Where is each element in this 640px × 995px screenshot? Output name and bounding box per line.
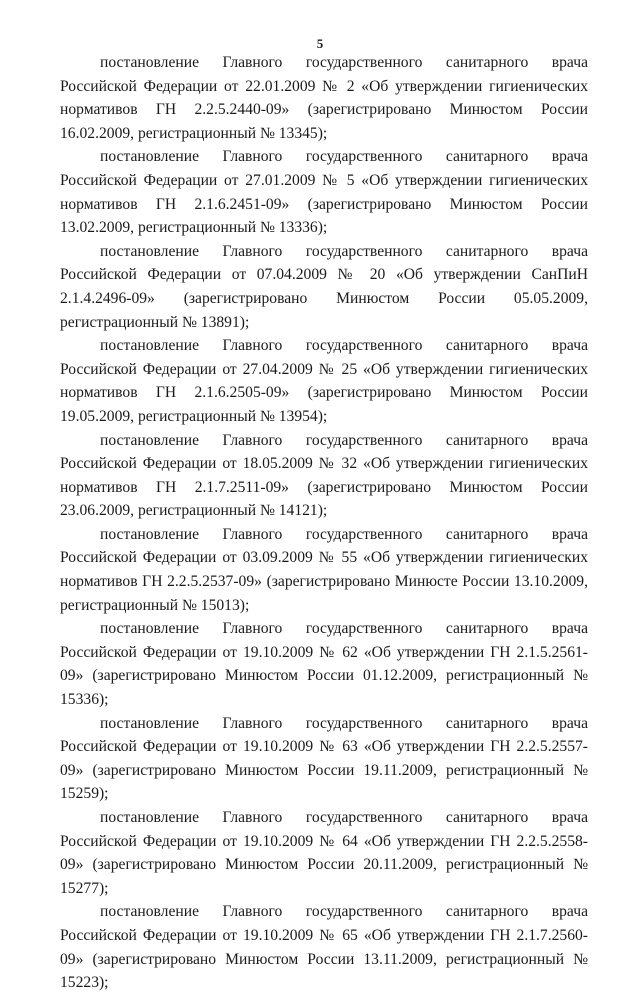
list-item-resolution: постановление Главного государственного санитарного врача Российской Федерации от 27.04.2009 № 25 «Об утверждении гигиенических нормативов ГН 2.1.6.2505-09» (зарегистрировано Минюстом России 19.05.2009, регистрационный № 13954); [60,337,588,425]
list-item-resolution: постановление Главного государственного санитарного врача Российской Федерации от 27.01.2009 № 5 «Об утверждении гигиенических нормативов ГН 2.1.6.2451-09» (зарегистрировано Минюстом России 13.02.2009, регистрационный № 13336); [60,148,588,237]
list-item-resolution: постановление Главного государственного санитарного врача Российской Федерации от 18.05.2009 № 32 «Об утверждении гигиенических нормативов ГН 2.1.7.2511-09» (зарегистрировано Минюстом России 23.06.2009, регистрационный № 14121); [60,431,588,520]
list-item-resolution: постановление Главного государственного санитарного врача Российской Федерации от 19.10.2009 № 63 «Об утверждении ГН 2.2.5.2557-09» (зарегистрировано Минюстом России 19.11.2009, регистрационный № 15259); [60,714,588,803]
list-item-resolution: постановление Главного государственного санитарного врача Российской Федерации от 03.09.2009 № 55 «Об утверждении гигиенических нормативов ГН 2.2.5.2537-09» (зарегистрировано Минюсте России 13.10.2009, регистрационный № 15013); [60,525,588,614]
list-item-resolution: постановление Главного государственного санитарного врача Российской Федерации от 07.04.2009 № 20 «Об утверждении СанПиН 2.1.4.2496-09» (зарегистрировано Минюстом России 05.05.2009, регистрационный № 13891); [60,242,588,331]
list-item-resolution: постановление Главного государственного санитарного врача Российской Федерации от 19.10.2009 № 65 «Об утверждении ГН 2.1.7.2560-09» (зарегистрировано Минюстом России 13.11.2009, регистрационный № 15223); [60,903,588,992]
page-number: 5 [316,36,324,51]
list-item-resolution: постановление Главного государственного санитарного врача Российской Федерации от 19.10.2009 № 64 «Об утверждении ГН 2.2.5.2558-09» (зарегистрировано Минюстом России 20.11.2009, регистрационный № 15277); [60,809,588,897]
list-item-resolution: постановление Главного государственного санитарного врача Российской Федерации от 19.10.2009 № 62 «Об утверждении ГН 2.1.5.2561-09» (зарегистрировано Минюстом России 01.12.2009, регистрационный № 15336); [60,620,588,709]
list-item-resolution: постановление Главного государственного санитарного врача Российской Федерации от 22.01.2009 № 2 «Об утверждении гигиенических нормативов ГН 2.2.5.2440-09» (зарегистрировано Минюстом России 16.02.2009, регистрационный № 13345); [60,54,588,142]
document-body [60,51,588,995]
